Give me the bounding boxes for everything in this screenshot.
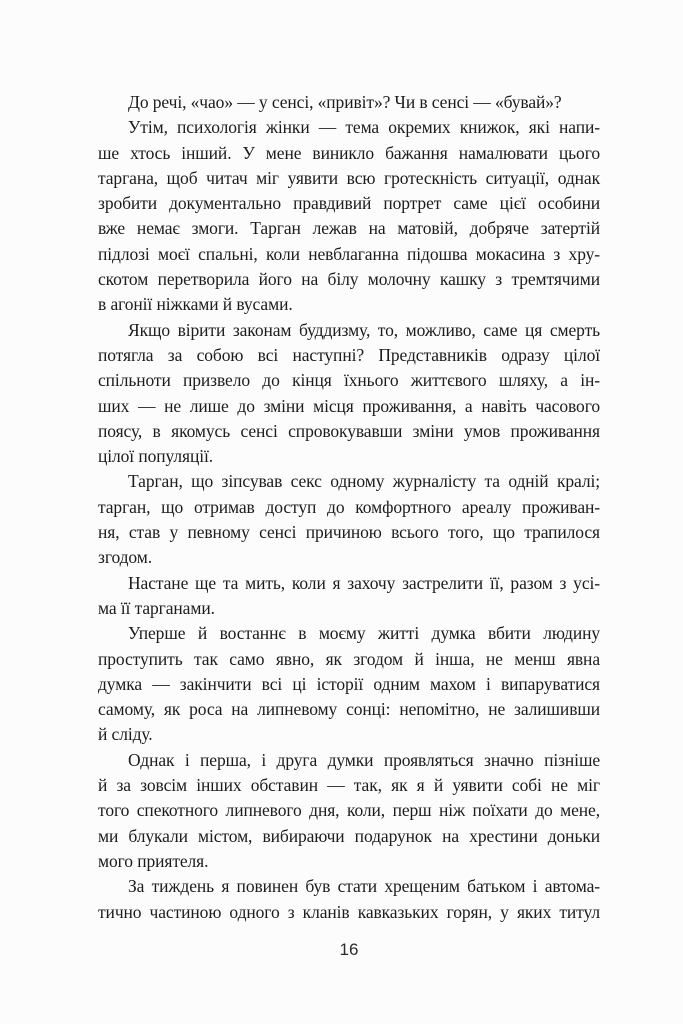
paragraph	[98, 318, 600, 470]
paragraph	[98, 571, 600, 622]
text-line: думка — закінчити всі ці історії одним махом і випаруватися	[98, 673, 600, 694]
paragraph	[98, 115, 600, 317]
text-line: й за зовсім інших обставин — так, як я й уявити собі не міг	[98, 775, 600, 796]
text-line: вже немає змоги. Тарган лежав на матовій, добряче затертій	[98, 218, 600, 239]
text-line: потягла за собою всі наступні? Представників одразу цілої	[98, 344, 600, 365]
text-line: ше хтось інший. У мене виникло бажання намалювати цього	[98, 142, 600, 163]
text-column	[98, 90, 600, 925]
text-line: самому, як роса на липневому сонці: непомітно, не залишивши	[98, 699, 600, 720]
text-line: й сліду.	[98, 724, 153, 745]
text-line: поясу, в якомусь сенсі спровокувавши зміни умов проживання	[98, 420, 600, 441]
text-line: Уперше й востаннє в моєму житті думка вбити людину	[128, 623, 600, 644]
text-line: мого приятеля.	[98, 850, 209, 871]
paragraph	[98, 90, 600, 115]
text-line: в агонії ніжками й вусами.	[98, 294, 293, 315]
text-line: зробити документально правдивий портрет саме цієї особини	[98, 193, 600, 214]
paragraph	[98, 469, 600, 570]
text-line: ма її тарганами.	[98, 597, 215, 618]
paragraph	[98, 874, 600, 925]
text-line: Однак і перша, і друга думки проявляться значно пізніше	[128, 749, 600, 770]
text-line: тарган, що отримав доступ до комфортного ареалу проживан-	[98, 496, 600, 517]
text-line: таргана, щоб читач міг уявити всю гротескність ситуації, однак	[98, 167, 600, 188]
paragraph	[98, 748, 600, 874]
text-line: згодом.	[98, 547, 152, 568]
text-line: Якщо вірити законам буддизму, то, можливо, саме ця смерть	[128, 319, 600, 340]
text-line: цілої популяції.	[98, 446, 214, 467]
text-line: підлозі моєї спальні, коли невблаганна підошва мокасина з хру-	[98, 243, 600, 264]
text-line: ших — не лише до зміни місця проживання, а навіть часового	[98, 395, 600, 416]
text-line: Тарган, що зіпсував секс одному журналісту та одній кралі;	[128, 471, 600, 492]
text-line: За тиждень я повинен був стати хрещеним батьком і автома-	[128, 876, 600, 897]
text-line: скотом перетворила його на білу молочну кашку з тремтячими	[98, 269, 600, 290]
text-line: того спекотного липневого дня, коли, перш ніж поїхати до мене,	[98, 800, 600, 821]
page-number: 16	[339, 940, 359, 959]
text-line: ня, став у певному сенсі причиною всього того, що трапилося	[98, 522, 600, 543]
text-line: Настане ще та мить, коли я захочу застрелити її, разом з усі-	[128, 572, 600, 593]
text-line: Утім, психологія жінки — тема окремих книжок, які напи-	[128, 117, 600, 138]
text-line: тично частиною одного з кланів кавказьких горян, у яких титул	[98, 901, 600, 922]
text-line: ми блукали містом, вибираючи подарунок на хрестини доньки	[98, 825, 600, 846]
text-line: спільноти призвело до кінця їхнього життєвого шляху, а ін-	[98, 370, 600, 391]
text-line: До речі, «чао» — у сенсі, «привіт»? Чи в сенсі — «бувай»?	[128, 92, 562, 112]
text-line: проступить так само явно, як згодом й інша, не менш явна	[98, 648, 600, 669]
paragraph	[98, 621, 600, 747]
